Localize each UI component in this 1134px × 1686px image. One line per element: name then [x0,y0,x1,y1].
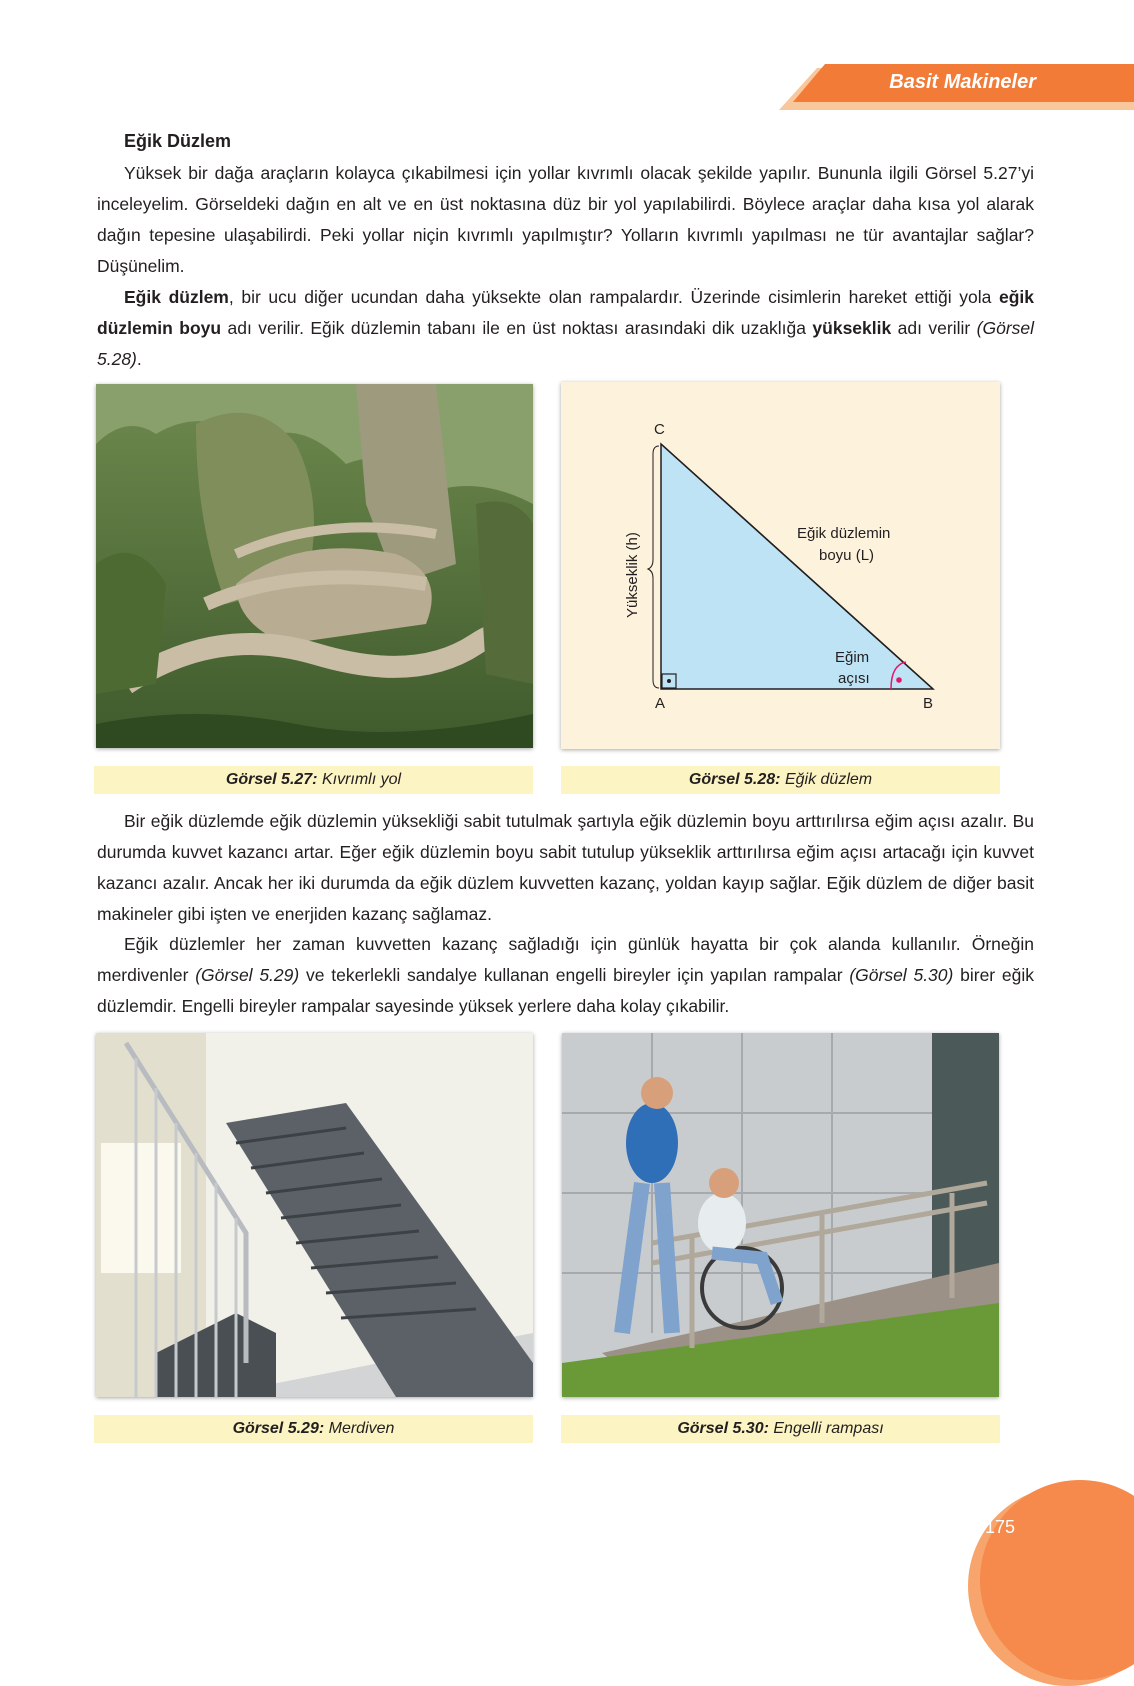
height-brace [648,446,659,688]
text-segment: birer eğik düzlemdir. Engelli bireyler rampalar sayesinde yüksek yerlere daha kolay çıkabilir. [97,965,1034,1016]
caption-text: Merdiven [324,1420,395,1437]
section-title: Eğik Düzlem [124,131,232,151]
wheelchair-ramp-image [562,1033,999,1397]
height-label: Yükseklik (h) [624,532,641,618]
angle-label-line-2: açısı [838,670,870,687]
paragraph-definition [97,282,1034,375]
paragraph-examples [97,929,1034,1022]
text-segment: Eğik düzlemler her zaman kuvvetten kazanç sağladığı için günlük hayatta bir çok alanda kullanılır. Örneğin merdivenler [97,934,1034,985]
figure-reference: (Görsel 5.29) [195,965,300,985]
caption-text: Eğik düzlem [780,771,873,788]
caption-fig-5-29 [94,1415,533,1443]
vertex-label-a: A [655,695,666,712]
text-segment: . [136,349,142,369]
term-inclined-plane: Eğik düzlem [124,287,229,307]
vertex-label-c: C [654,421,665,438]
paragraph-4 [97,929,1034,1022]
length-label-line-2: boyu (L) [819,547,875,564]
angle-dot [896,677,902,683]
right-angle-dot [667,679,671,683]
caption-text: Kıvrımlı yol [317,771,402,788]
caption-fig-5-27 [94,766,533,794]
staircase-image [96,1033,533,1397]
paragraph-1: Yüksek bir dağa araçların kolayca çıkabilmesi için yollar kıvrımlı olacak şekilde yapılır. Bununla ilgili Görsel 5.27’yi inceleyelim. Görseldeki dağın en alt ve en üst noktasına düz bir yol yapılabilirdi. Böylece araçlar daha kısa yol alarak dağın tepesine ulaşabilirdi. Peki yollar niçin kıvrımlı yapılmıştır? Yolların kıvrımlı yapılması ne tür avantajlar sağlar? Düşünelim. [97,163,1034,276]
inclined-plane-diagram [561,382,1000,749]
paragraph-explanation [97,806,1034,930]
paragraph-intro [97,158,1034,282]
text-segment: , bir ucu diğer ucundan daha yüksekte olan rampalardır. Üzerinde cisimlerin hareket ettiği yola [228,287,999,307]
paragraph-3: Bir eğik düzlemde eğik düzlemin yüksekliği sabit tutulmak şartıyla eğik düzlemin boyu arttırılırsa eğim açısı azalır. Bu durumda kuvvet kazancı artar. Eğer eğik düzlemin boyu sabit tutulup yükseklik arttırılırsa eğim açısı artacağı için kuvvet kazancı azalır. Ancak her iki durumda da eğik düzlem kuvvetten kazanç, yoldan kayıp sağlar. Eğik düzlem de diğer basit makineler gibi işten ve enerjiden kazanç sağlamaz. [97,811,1034,924]
caption-text: Engelli rampası [768,1420,884,1437]
caption-number: Görsel 5.27: [225,771,318,788]
caption-fig-5-28 [561,766,1000,794]
figure-reference: (Görsel 5.28) [97,318,1035,369]
paragraph-2 [97,282,1034,375]
caption-number: Görsel 5.28: [688,771,781,788]
term-height: yükseklik [812,318,892,338]
figure-reference: (Görsel 5.30) [849,965,954,985]
chapter-title: Basit Makineler [889,71,1036,93]
term-plane-length: eğik düzlemin boyu [97,287,1035,338]
caption-number: Görsel 5.29: [232,1420,325,1437]
caption-number: Görsel 5.30: [677,1420,769,1437]
text-segment: ve tekerlekli sandalye kullanan engelli bireyler için yapılan rampalar [299,965,850,985]
text-segment: adı verilir [891,318,977,338]
winding-road-image [96,384,533,748]
length-label-line-1: Eğik düzlemin [797,525,891,542]
angle-label-line-1: Eğim [835,649,870,666]
vertex-label-b: B [923,695,934,712]
page-number: 175 [984,1517,1016,1537]
text-segment: adı verilir. Eğik düzlemin tabanı ile en üst noktası arasındaki dik uzaklığa [221,318,813,338]
caption-fig-5-30 [561,1415,1000,1443]
chapter-header [779,64,1134,106]
